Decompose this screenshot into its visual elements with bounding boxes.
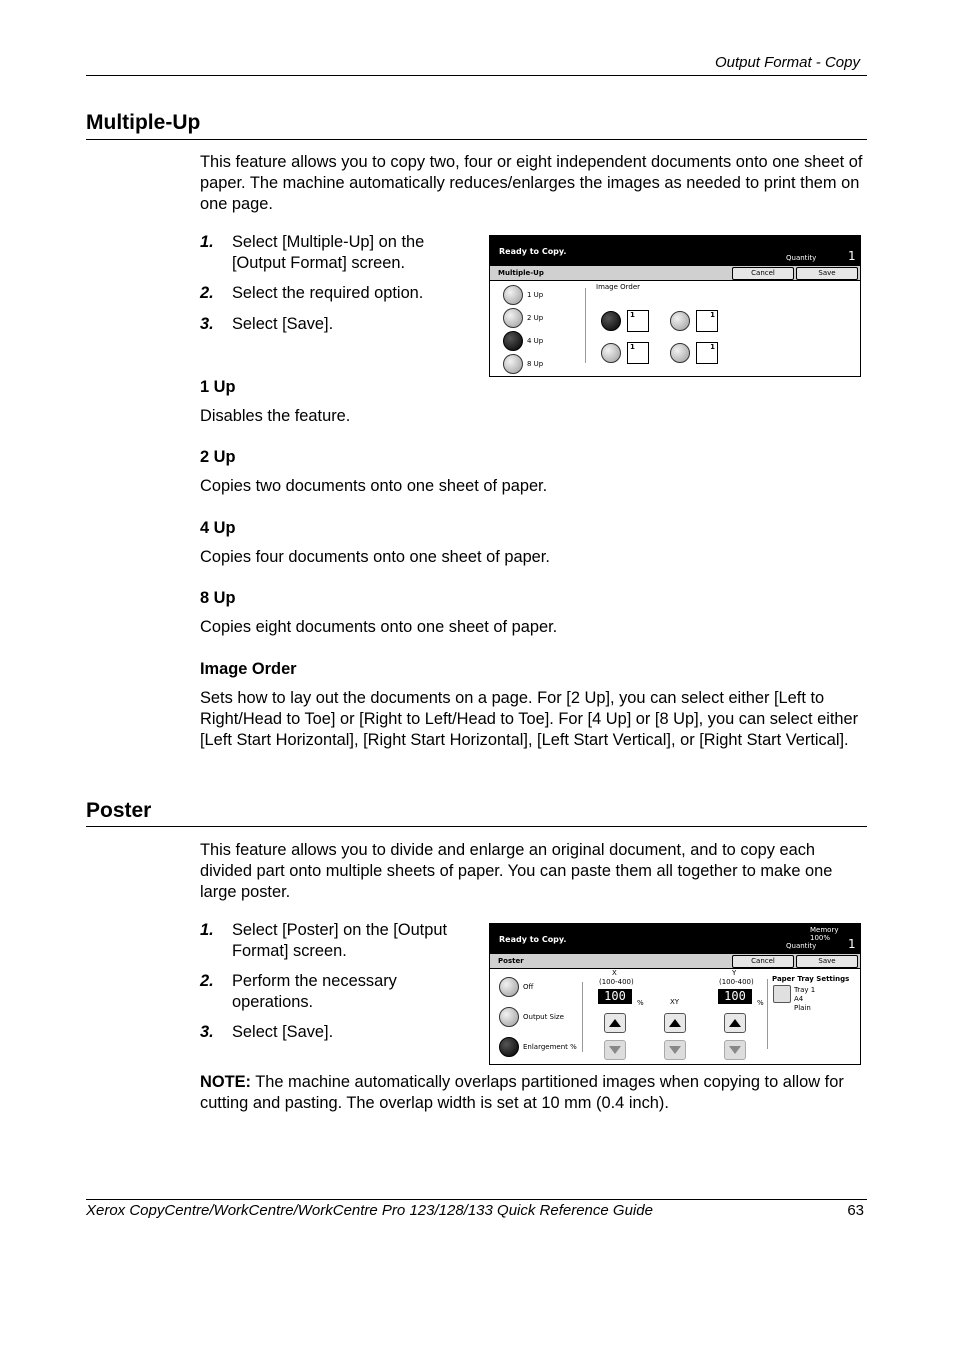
step-text: Select [Poster] on the [Output Format] screen. <box>232 921 448 960</box>
right-start-horizontal-icon: 1 <box>696 310 718 332</box>
note <box>200 1072 865 1114</box>
step-text: Select [Save]. <box>232 315 334 333</box>
radio-output-size[interactable] <box>499 1007 519 1027</box>
radio-label: 8 Up <box>527 360 544 368</box>
page-number: 63 <box>847 1202 864 1219</box>
option-title: 8 Up <box>200 589 236 607</box>
image-order-title: Image Order <box>200 660 297 678</box>
panel-title: Multiple-Up <box>498 269 544 277</box>
radio-2-up[interactable] <box>503 308 523 328</box>
header-rule <box>86 75 867 76</box>
status-text: Ready to Copy. <box>499 935 567 944</box>
tray-line: Tray 1 <box>794 986 816 994</box>
x-up-button[interactable] <box>604 1013 626 1033</box>
option-title: 4 Up <box>200 519 236 537</box>
step-number: 1. <box>200 233 214 251</box>
radio-label: Output Size <box>523 1013 564 1021</box>
radio-4-up[interactable] <box>503 331 523 351</box>
arrow-down-icon <box>725 1041 745 1059</box>
quantity-label: Quantity <box>786 942 817 950</box>
x-label: X <box>612 969 617 977</box>
radio-left-start-horizontal[interactable] <box>601 311 621 331</box>
divider <box>585 288 586 363</box>
step-text: Select the required option. <box>232 284 424 302</box>
y-down-button[interactable] <box>724 1040 746 1060</box>
quantity-value: 1 <box>848 937 856 951</box>
tray-line: Plain <box>794 1004 811 1012</box>
radio-label: 1 Up <box>527 291 544 299</box>
radio-label: Enlargement % <box>523 1043 577 1051</box>
multiple-up-intro: This feature allows you to copy two, four or eight independent documents onto one sheet of paper. The machine automatically reduces/enlarges the images as needed to print them on one page. <box>200 153 863 213</box>
footer-rule <box>86 1199 867 1200</box>
panel-title-bar <box>490 266 860 281</box>
save-button[interactable]: Save <box>796 267 858 280</box>
radio-off[interactable] <box>499 977 519 997</box>
radio-1-up[interactable] <box>503 285 523 305</box>
cancel-button[interactable]: Cancel <box>732 955 794 968</box>
section-title-multiple-up: Multiple-Up <box>86 111 201 134</box>
y-up-button[interactable] <box>724 1013 746 1033</box>
panel-title-bar <box>490 954 860 969</box>
option-desc: Copies eight documents onto one sheet of paper. <box>200 618 558 636</box>
poster-intro: This feature allows you to divide and enlarge an original document, and to copy each divided part onto multiple sheets of paper. You can paste them all together to make one large poster. <box>200 841 833 901</box>
option-desc: Copies two documents onto one sheet of paper. <box>200 477 548 495</box>
note-text: The machine automatically overlaps partitioned images when copying to allow for cutting and pasting. The overlap width is set at 10 mm (0.4 inch). <box>200 1073 844 1112</box>
image-order-label: Image Order <box>596 283 641 291</box>
status-text: Ready to Copy. <box>499 247 567 256</box>
y-value-display: 100 <box>718 989 752 1004</box>
guide-title: Xerox CopyCentre/WorkCentre/WorkCentre Pro 123/128/133 Quick Reference Guide <box>86 1202 653 1219</box>
tray-line: A4 <box>794 995 804 1003</box>
radio-8-up[interactable] <box>503 354 523 374</box>
option-desc: Copies four documents onto one sheet of paper. <box>200 548 550 566</box>
y-range: (100-400) <box>719 978 754 986</box>
xy-down-button[interactable] <box>664 1040 686 1060</box>
arrow-down-icon <box>605 1041 625 1059</box>
status-bar <box>490 924 860 954</box>
step-text: Select [Multiple-Up] on the [Output Format] screen. <box>232 233 425 272</box>
step-number: 1. <box>200 921 214 939</box>
left-start-horizontal-icon: 1 <box>627 310 649 332</box>
x-range: (100-400) <box>599 978 634 986</box>
section-rule <box>86 826 867 827</box>
footer <box>86 1202 864 1219</box>
multiple-up-screen <box>489 235 861 377</box>
note-label: NOTE: <box>200 1073 251 1091</box>
tray-title: Paper Tray Settings <box>772 975 850 983</box>
image-order-desc: Sets how to lay out the documents on a page. For [2 Up], you can select either [Left to Right/Head to Toe] or [Right to Left/Head to Toe]. For [4 Up] or [8 Up], you can select either [Left Start Horizontal], [Right Start Horizontal], [Left Start Vertical], or [Right Start Vertical]. <box>200 689 859 749</box>
paper-tray-button[interactable] <box>773 985 791 1003</box>
y-label: Y <box>732 969 737 977</box>
percent-label: % <box>757 999 764 1007</box>
status-bar <box>490 236 860 266</box>
quantity-value: 1 <box>848 249 856 263</box>
left-start-vertical-icon: 1 <box>627 342 649 364</box>
percent-label: % <box>637 999 644 1007</box>
step-number: 3. <box>200 1023 214 1041</box>
x-value-display: 100 <box>598 989 632 1004</box>
step-text: Perform the necessary operations. <box>232 972 397 1011</box>
step-number: 3. <box>200 315 214 333</box>
xy-label: XY <box>670 998 680 1006</box>
step-text: Select [Save]. <box>232 1023 334 1041</box>
section-rule <box>86 139 867 140</box>
step-number: 2. <box>200 284 214 302</box>
option-title: 2 Up <box>200 448 236 466</box>
divider <box>582 982 583 1052</box>
cancel-button[interactable]: Cancel <box>732 267 794 280</box>
radio-label: Off <box>523 983 534 991</box>
option-desc: Disables the feature. <box>200 407 351 425</box>
option-title: 1 Up <box>200 378 236 396</box>
panel-title: Poster <box>498 957 524 965</box>
radio-right-start-vertical[interactable] <box>670 343 690 363</box>
radio-enlargement[interactable] <box>499 1037 519 1057</box>
memory-label: Memory 100% <box>810 926 839 942</box>
divider <box>767 979 768 1049</box>
x-down-button[interactable] <box>604 1040 626 1060</box>
radio-label: 4 Up <box>527 337 544 345</box>
arrow-up-icon <box>665 1014 685 1032</box>
save-button[interactable]: Save <box>796 955 858 968</box>
step-number: 2. <box>200 972 214 990</box>
right-start-vertical-icon: 1 <box>696 342 718 364</box>
radio-left-start-vertical[interactable] <box>601 343 621 363</box>
xy-up-button[interactable] <box>664 1013 686 1033</box>
section-title-poster: Poster <box>86 799 152 822</box>
radio-label: 2 Up <box>527 314 544 322</box>
arrow-up-icon <box>605 1014 625 1032</box>
running-header: Output Format - Copy <box>714 54 860 71</box>
poster-screen <box>489 923 861 1065</box>
quantity-label: Quantity <box>786 254 817 262</box>
radio-right-start-horizontal[interactable] <box>670 311 690 331</box>
arrow-down-icon <box>665 1041 685 1059</box>
arrow-up-icon <box>725 1014 745 1032</box>
